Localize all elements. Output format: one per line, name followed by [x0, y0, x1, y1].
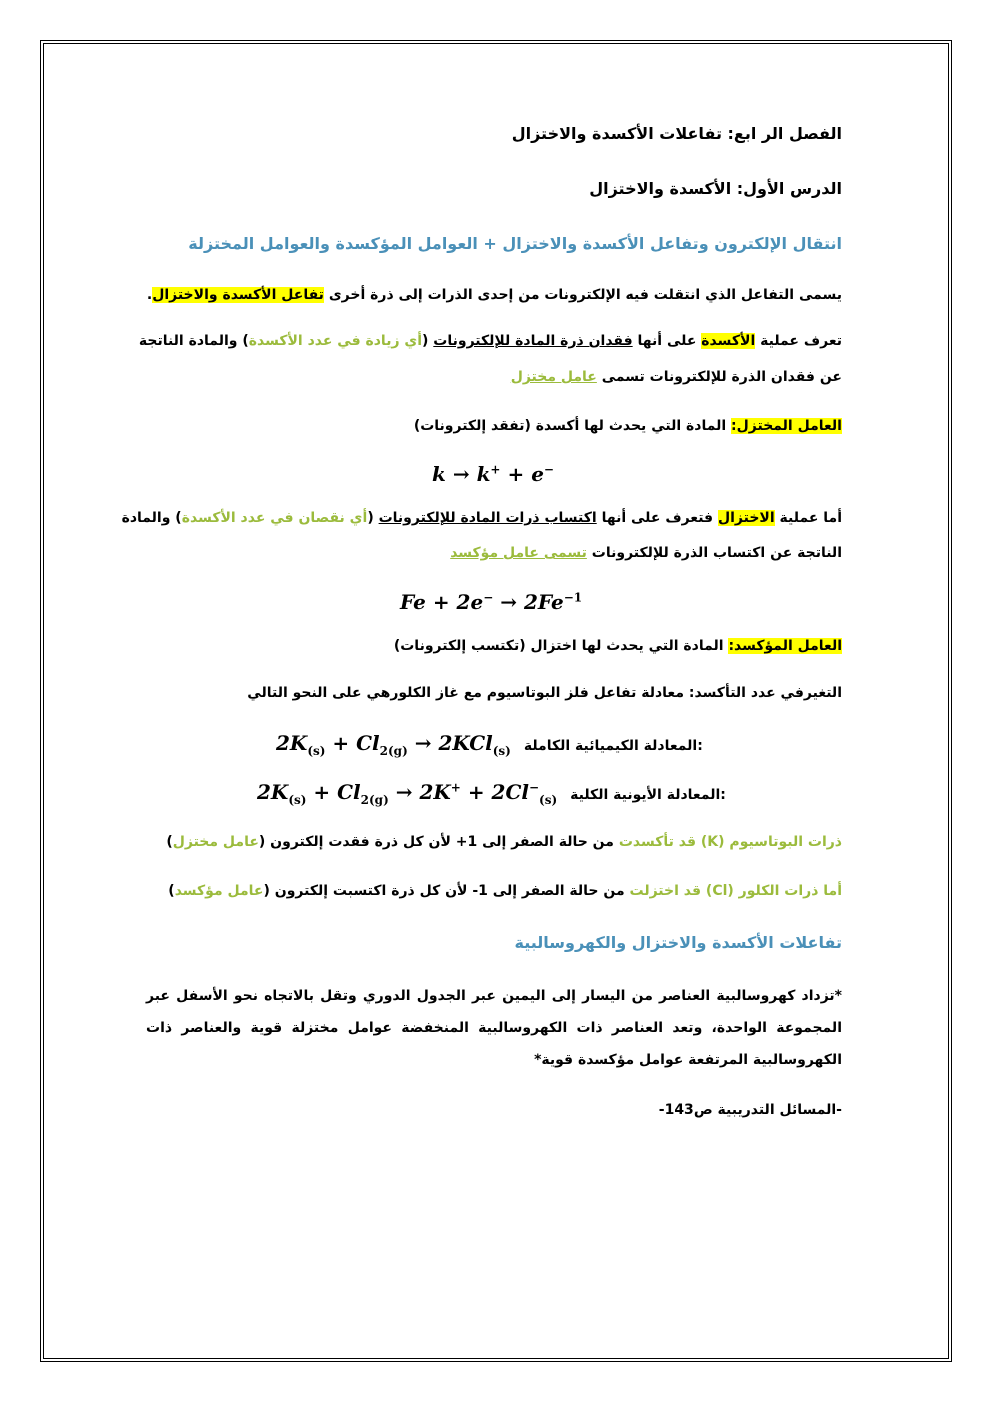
chapter-title: الفصل الر ابع: تفاعلات الأكسدة والاختزال [511, 124, 842, 143]
eq1-ion-charge: + [490, 462, 501, 477]
eq2-electrons: 2e [456, 590, 484, 614]
section-heading-electron-transfer: انتقال الإلكترون وتفاعل الأكسدة والاختزال + العوامل المؤكسدة والعوامل المختزلة [188, 234, 842, 253]
chlorine-agent: عامل مؤكسد [174, 883, 264, 899]
oxidation-underlined: فقدان ذرة المادة للإلكترونات [433, 333, 633, 349]
eq4-chloride-charge: − [528, 780, 540, 795]
eq1-product-ion: k [476, 462, 491, 486]
eq1-reactant: k [432, 462, 446, 486]
practice-problems-note: -المسائل التدريبية ص143- [658, 1102, 842, 1118]
eq3-plus: + [332, 731, 350, 755]
eq4-chlorine: Cl [337, 780, 361, 804]
oxidation-text-1: تعرف عملية [760, 333, 842, 349]
eq1-plus: + [507, 462, 525, 486]
oxidizing-agent-text: المادة التي يحدث لها اختزال (تكتسب إلكترونات) [393, 638, 724, 654]
reduction-note: أي نقصان في عدد الأكسدة [181, 510, 368, 526]
reduction-definition-line2 [450, 545, 842, 561]
oxidation-number-intro: التغيرفي عدد التأكسد: معادلة تفاعل فلز البوتاسيوم مع غاز الكلورهي على النحو التالي [247, 685, 842, 701]
eq3-potassium: 2K [276, 731, 308, 755]
reduction-text-1: أما عملية [779, 510, 842, 526]
equation-iron-reduction [400, 590, 582, 614]
equation-complete-chemical [276, 731, 703, 758]
eq4-potassium-ion: 2K [419, 780, 451, 804]
oxidizing-agent-term: تسمى عامل مؤكسد [450, 545, 587, 561]
eq1-electron: e [531, 462, 544, 486]
eq1-electron-charge: − [543, 462, 554, 477]
potassium-atoms-text: من حالة الصفر إلى 1+ لأن كل ذرة فقدت إلكترون ( [258, 834, 614, 850]
oxidation-term: الأكسدة [701, 333, 756, 349]
potassium-agent: عامل مختزل [172, 834, 259, 850]
eq4-potassium-charge: + [450, 780, 461, 795]
section-heading-electronegativity: تفاعلات الأكسدة والاختزال والكهروسالبية [514, 933, 842, 952]
eq4-potassium-state: (s) [288, 793, 307, 807]
chlorine-atoms-statement [168, 883, 842, 899]
eq2-reactant: Fe [400, 590, 426, 614]
eq4-chloride-ion: 2Cl [491, 780, 529, 804]
eq1-arrow: → [452, 462, 470, 486]
eq3-chlorine-state: 2(g) [379, 744, 408, 758]
equation-potassium-oxidation [432, 462, 554, 486]
reduction-text-3: والمادة [121, 510, 171, 526]
eq3-product: 2KCl [438, 731, 493, 755]
reducing-agent-term: عامل مختزل [510, 369, 597, 385]
eq4-arrow: → [395, 780, 413, 804]
reduction-underlined: اكتساب ذرات المادة للإلكترونات [378, 510, 597, 526]
chlorine-reduced: ) قد اختزلت [629, 883, 713, 899]
oxidation-text-2: على أنها [637, 333, 697, 349]
chlorine-atoms-label: أما ذرات الكلور ( [727, 883, 842, 899]
oxidation-note: أي زيادة في عدد الأكسدة [248, 333, 423, 349]
oxidation-text-3: والمادة الناتجة [138, 333, 238, 349]
eq2-product: 2Fe [523, 590, 564, 614]
eq2-arrow: → [500, 590, 517, 614]
eq2-electron-charge: − [483, 590, 494, 605]
eq3-product-state: (s) [492, 744, 511, 758]
eq3-chlorine: Cl [356, 731, 380, 755]
chlorine-atoms-text: من حالة الصفر إلى 1- لأن كل ذرة اكتسبت إلكترون ( [263, 883, 625, 899]
equation-total-ionic [257, 780, 726, 807]
eq3-label: المعادلة الكيميائية الكاملة: [523, 738, 703, 754]
eq4-plus-2: + [467, 780, 485, 804]
eq4-chloride-state: (s) [539, 793, 558, 807]
chlorine-close-paren: ) [168, 883, 175, 899]
oxidation-definition-line2 [511, 369, 842, 385]
eq3-potassium-state: (s) [307, 744, 326, 758]
reduction-text-2: فتعرف على أنها [601, 510, 714, 526]
eq4-chlorine-state: 2(g) [360, 793, 389, 807]
oxidizing-agent-definition [394, 638, 842, 654]
redox-definition: يسمى التفاعل الذي انتقلت فيه الإلكترونات من إحدى الذرات إلى ذرة أخرى تفاعل الأكسدة والاختزال. [146, 287, 842, 303]
oxidation-line2-text: عن فقدان الذرة للإلكترونات تسمى [601, 369, 842, 385]
eq2-plus: + [432, 590, 450, 614]
oxidation-definition-line1: تعرف عملية الأكسدة على أنها فقدان ذرة المادة للإلكترونات (أي زيادة في عدد الأكسدة) والمادة الناتجة [138, 333, 842, 349]
reduction-line2-text: الناتجة عن اكتساب الذرة للإلكترونات [591, 545, 842, 561]
eq4-plus: + [313, 780, 331, 804]
reduction-definition-line1: أما عملية الاختزال فتعرف على أنها اكتساب ذرات المادة للإلكترونات (أي نقصان في عدد الأكسدة) والمادة [121, 510, 842, 526]
reducing-agent-label: العامل المختزل: [731, 418, 842, 434]
oxidizing-agent-label: العامل المؤكسد: [728, 638, 842, 654]
chlorine-symbol: Cl [712, 883, 728, 899]
potassium-oxidized: ) قد تأكسدت [618, 834, 708, 850]
reducing-agent-text: المادة التي يحدث لها أكسدة (تفقد إلكترونات) [413, 418, 727, 434]
potassium-atoms-label: ذرات البوتاسيوم ( [718, 834, 842, 850]
eq3-arrow: → [414, 731, 432, 755]
potassium-close-paren: ) [166, 834, 173, 850]
potassium-symbol: K [707, 834, 719, 850]
reduction-term: الاختزال [717, 510, 775, 526]
redox-definition-text: يسمى التفاعل الذي انتقلت فيه الإلكترونات من إحدى الذرات إلى ذرة أخرى [328, 287, 842, 303]
potassium-atoms-statement [166, 834, 842, 850]
eq4-label: المعادلة الأيونية الكلية: [570, 787, 726, 803]
eq2-product-charge: −1 [563, 590, 583, 605]
reducing-agent-definition [414, 418, 842, 434]
lesson-title: الدرس الأول: الأكسدة والاختزال [589, 179, 842, 198]
eq4-potassium: 2K [257, 780, 289, 804]
electronegativity-paragraph: *تزداد كهروسالبية العناصر من اليسار إلى اليمين عبر الجدول الدوري وتقل بالاتجاه نحو الأسفل عبر المجموعة الواحدة، وتعد العناصر ذات الكهروسالبية المنخفضة عوامل مختزلة قوية والعناصر ذات الكهروسالبية المرتفعة عوامل مؤكسدة قوية* [146, 988, 842, 1068]
redox-term: تفاعل الأكسدة والاختزال [152, 287, 324, 303]
